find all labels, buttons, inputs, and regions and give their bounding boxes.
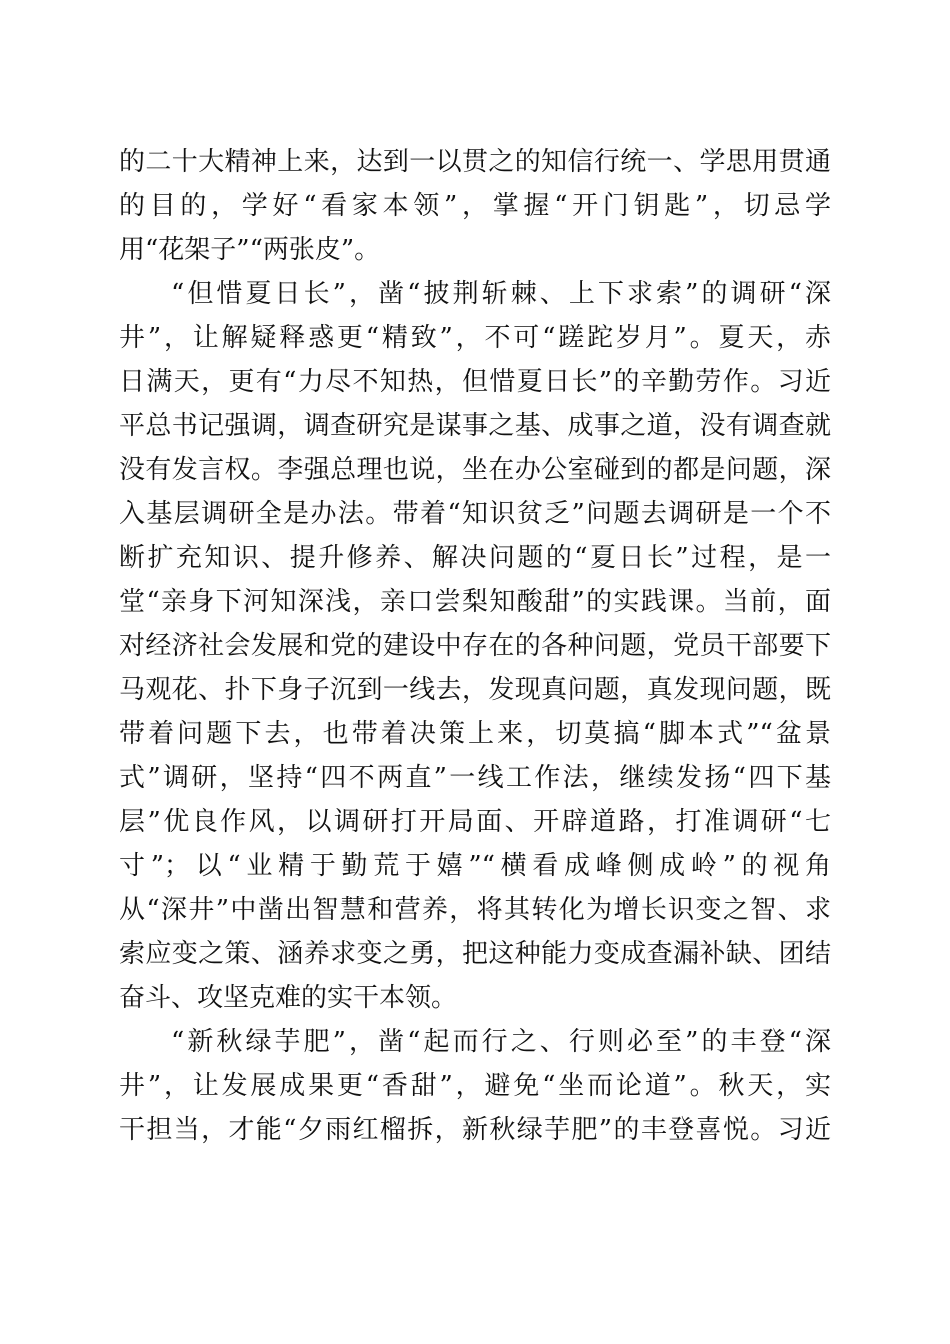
text-line: 入基层调研全是办法。带着“知识贫乏”问题去调研是一个不 [119,499,831,529]
paragraph-start-line: “新秋绿芋肥”，凿“起而行之、行则必至”的丰登“深 [171,1027,831,1057]
text-line: 带着问题下去，也带着决策上来，切莫搞“脚本式”“盆景 [119,719,831,749]
text-line: 层”优良作风，以调研打开局面、开辟道路，打准调研“七 [119,807,831,837]
text-line: 井”，让解疑释惑更“精致”，不可“蹉跎岁月”。夏天，赤 [119,323,831,353]
text-line: 日满天，更有“力尽不知热，但惜夏日长”的辛勤劳作。习近 [119,367,831,397]
body-text [119,140,831,1152]
text-line: 式”调研，坚持“四不两直”一线工作法，继续发扬“四下基 [119,763,831,793]
text-line: 干担当，才能“夕雨红榴拆，新秋绿芋肥”的丰登喜悦。习近 [119,1115,831,1145]
text-line: 索应变之策、涵养求变之勇，把这种能力变成查漏补缺、团结 [119,939,831,969]
paragraph-start-line: “但惜夏日长”，凿“披荆斩棘、上下求索”的调研“深 [171,279,831,309]
text-line: 没有发言权。李强总理也说，坐在办公室碰到的都是问题，深 [119,455,831,485]
text-line: 的二十大精神上来，达到一以贯之的知信行统一、学思用贯通 [119,147,831,177]
text-line: 断扩充知识、提升修养、解决问题的“夏日长”过程，是一 [119,543,831,573]
text-line: 井”，让发展成果更“香甜”，避免“坐而论道”。秋天，实 [119,1071,831,1101]
text-line: 的目的，学好“看家本领”，掌握“开门钥匙”，切忌学 [119,191,831,221]
text-line: 平总书记强调，调查研究是谋事之基、成事之道，没有调查就 [119,411,831,441]
text-line: 寸”；以“业精于勤荒于嬉”“横看成峰侧成岭”的视角 [119,851,831,881]
text-line: 马观花、扑下身子沉到一线去，发现真问题，真发现问题，既 [119,675,831,705]
text-line: 对经济社会发展和党的建设中存在的各种问题，党员干部要下 [119,631,831,661]
text-line: 堂“亲身下河知深浅，亲口尝梨知酸甜”的实践课。当前，面 [119,587,831,617]
text-line: 奋斗、攻坚克难的实干本领。 [119,983,458,1013]
text-line: 用“花架子”“两张皮”。 [119,235,381,265]
text-line: 从“深井”中凿出智慧和营养，将其转化为增长识变之智、求 [119,895,831,925]
